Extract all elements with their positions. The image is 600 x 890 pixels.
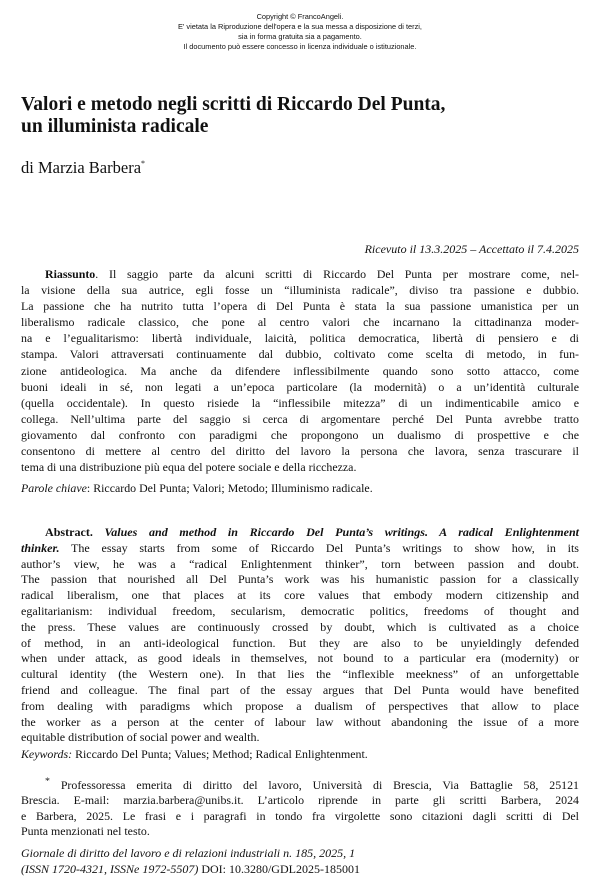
riassunto-line: collega. Nell’ultima parte del saggio si cerca di argomentare perché Del Punta avrebbe tratto [21, 411, 579, 426]
riassunto-line: zione antideologica. Ma anche da difendere inflessibilmente quando sono sotto attacco, come [21, 363, 579, 378]
abstract-line: the press. These values are continuously crossed by doubt, which is cultivated as a choice [21, 619, 579, 634]
keywords-text: Riccardo Del Punta; Values; Method; Radical Enlightenment. [72, 747, 368, 761]
author-byline [21, 154, 145, 178]
keywords-label: Parole chiave [21, 481, 87, 495]
abstract-line: author’s view, he was a “radical Enlightenment thinker”, torn between passion and doubt. [21, 556, 579, 571]
abstract-line: The passion that nourished all Del Punta’s work was his humanistic passion for a classically [21, 572, 579, 587]
keywords-label: Keywords: [21, 747, 73, 761]
copyright-notice [0, 12, 600, 52]
abstract-line: radical liberalism, one that places at its core values that embody modern citizenship and [21, 588, 579, 603]
footnote-line: Punta menzionati nel testo. [21, 824, 150, 839]
riassunto-line: Riassunto. Il saggio parte da alcuni scritti di Riccardo Del Punta per mostrare come, nel- [45, 267, 579, 281]
riassunto-line: na e l’egualitarismo: libertà individuale, laicità, politica democratica, libertà di pensiero e di [21, 331, 579, 346]
riassunto-line: (quella occidentale). In questo risiede la “inflessibile mitezza” di un indimenticabile amico e [21, 395, 579, 410]
riassunto-line: la visione della sua autrice, egli fosse un “illuminista radicale”, diviso tra passione e dubbio. [21, 283, 579, 298]
abstract-line [21, 525, 579, 541]
riassunto-paragraph [21, 266, 579, 475]
doi: DOI: 10.3280/GDL2025-185001 [198, 861, 360, 876]
riassunto-line: buoni ideali in sé, non legati a un’epoca particolare (la modernità) o a un’identità culturale [21, 379, 579, 394]
abstract-line: the worker as a person at the center of labour law without abandoning the issue of a more [21, 714, 579, 729]
abstract-line: of method, in an anti-ideological function. But they are also to be unyieldingly defended [21, 635, 579, 650]
title-line: Valori e metodo negli scritti di Riccardo Del Punta, [21, 94, 446, 115]
copyright-line: sia in forma gratuita sia a pagamento. [238, 32, 362, 41]
riassunto-line: stampa. Valori attraversati continuamente dal dubbio, coltivato come scelta di metodo, in fun- [21, 347, 579, 362]
abstract-title-end: thinker. [21, 540, 60, 555]
copyright-line: Il documento può essere concesso in licenza individuale o istituzionale. [183, 42, 417, 51]
keywords-text: : Riccardo Del Punta; Valori; Metodo; Illuminismo radicale. [86, 481, 373, 495]
riassunto-line: liberalismo radicale classico, che pone al centro valori che incarnano la cittadinanza moder- [21, 315, 579, 330]
abstract-line: from dealing with paradigms which propose a dualism of perspectives that allow to place [21, 698, 579, 713]
author-footnote [21, 774, 579, 840]
abstract-line: equitable distribution of social power and wealth. [21, 730, 260, 745]
abstract-label: Abstract. [45, 525, 93, 539]
riassunto-line: La passione che ha nutrito tutta l’opera di Del Punta è stata la sua passione umanistica per un [21, 299, 579, 314]
author-footnote-mark: * [141, 159, 146, 168]
abstract-paragraph [21, 525, 579, 746]
abstract-line: cultural identity (the Western one). In that lies the “inflexible meekness” of an unforgettable [21, 667, 579, 682]
english-keywords [21, 746, 579, 762]
received-accepted-dates: Ricevuto il 13.3.2025 – Accettato il 7.4.2025 [364, 242, 579, 256]
footnote-line: Brescia. E-mail: marzia.barbera@unibs.it. L’articolo riprende in parte gli scritti Barbera, 2024 [21, 793, 579, 808]
riassunto-line: consentono di mettere al centro del diritto del lavoro la persona che lavora, senza trascurare il [21, 444, 579, 459]
journal-citation: Giornale di diritto del lavoro e di relazioni industriali n. 185, 2025, 1 [21, 846, 356, 860]
abstract-line: when under attack, as good ideals in themselves, not bound to a particular era (modernity) or [21, 651, 579, 666]
issn: (ISSN 1720-4321, ISSNe 1972-5507) [21, 861, 199, 876]
footnote-mark: * [45, 776, 50, 787]
abstract-line: friend and colleague. The final part of the essay argues that Del Punta would have benefited [21, 682, 579, 697]
footnote-line: * Professoressa emerita di diritto del lavoro, Università di Brescia, Via Battaglie 58, 25121 [45, 776, 579, 792]
article-title [21, 94, 581, 138]
author-name: di Marzia Barbera [21, 158, 142, 177]
copyright-line: E' vietata la Riproduzione dell'opera e la sua messa a disposizione di terzi, [178, 22, 422, 31]
italian-keywords [21, 480, 579, 496]
footnote-line: e Barbera, 2025. Le frasi e i paragrafi in tondo fra virgolette sono citazioni dagli scritti di Del [21, 808, 579, 823]
abstract-line: thinker. The essay starts from some of Riccardo Del Punta’s writings to show how, in its [21, 540, 579, 555]
riassunto-label: Riassunto [45, 267, 96, 281]
journal-source [21, 846, 581, 877]
abstract-line: egalitarianism: individual freedom, secularism, democratic politics, freedoms of thought and [21, 603, 579, 618]
abstract-title: Values and method in Riccardo Del Punta’s writings. A radical Enlightenment [104, 525, 579, 539]
riassunto-line: tema di una distribuzione più equa del potere sociale e della ricchezza. [21, 460, 357, 475]
title-line: un illuminista radicale [21, 116, 209, 137]
copyright-line: Copyright © FrancoAngeli. [256, 12, 344, 21]
riassunto-line: giovamento dal confronto con paradigmi che propongono un dualismo di prospettive e che [21, 427, 579, 442]
